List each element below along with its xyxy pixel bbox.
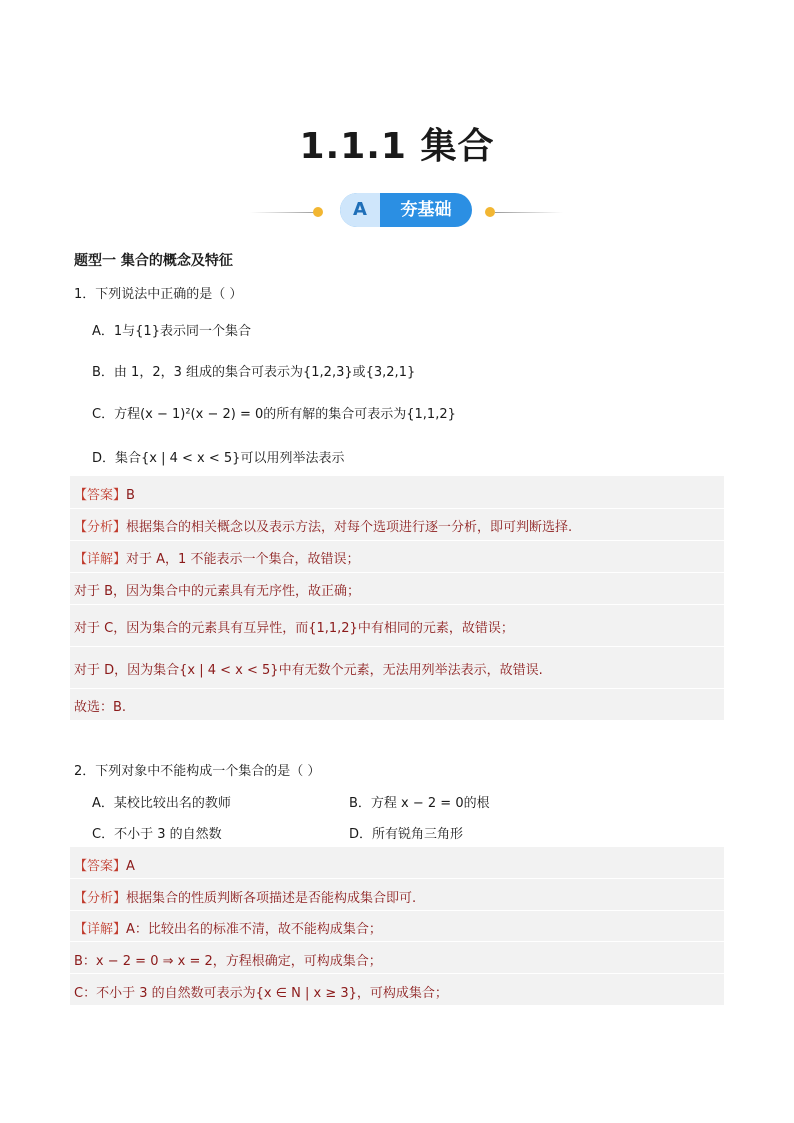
question-2-stem: 2．下列对象中不能构成一个集合的是（ ） [74,764,321,779]
question-1-analysis [74,516,572,535]
question-1-stem: 1．下列说法中正确的是（ ） [74,287,243,302]
detail-line: 对于 A，1 不能表示一个集合，故错误； [126,552,360,567]
divider [70,646,724,647]
detail-line: C：不小于 3 的自然数可表示为{x ∈ N | x ≥ 3}，可构成集合； [74,986,448,1001]
question-1-option-b: B．由 1，2，3 组成的集合可表示为{1,2,3}或{3,2,1} [92,365,416,380]
question-2-detail [74,918,382,937]
question-1-option-a: A．1与{1}表示同一个集合 [92,324,251,339]
question-2-analysis [74,887,416,906]
question-1-detail [74,548,359,567]
detail-line: 故选：B. [74,700,127,715]
question-2-option-c: C．不小于 3 的自然数 [92,827,222,842]
level-banner [340,193,472,227]
page-title: 1.1.1 集合 [299,126,495,167]
banner-left-dot [313,207,323,217]
detail-line: 对于 C，因为集合的元素具有互异性，而{1,1,2}中有相同的元素，故错误； [74,621,514,636]
divider [70,688,724,689]
detail-label: 【详解】 [74,552,127,567]
section-heading: 题型一 集合的概念及特征 [74,253,233,269]
answer-label: 【答案】 [74,488,127,503]
divider [70,878,724,879]
analysis-label: 【分析】 [74,520,127,535]
divider [70,941,724,942]
question-1-answer [74,484,135,503]
divider [70,973,724,974]
divider [70,572,724,573]
question-2-option-b: B．方程 x − 2 = 0的根 [349,796,490,811]
detail-line: 对于 D，因为集合{x | 4 < x < 5}中有无数个元素，无法用列举法表示，故错误. [74,663,543,678]
question-2-option-d: D．所有锐角三角形 [349,827,464,842]
question-1-option-d: D．集合{x | 4 < x < 5}可以用列举法表示 [92,451,345,466]
banner-right-dot [485,207,495,217]
divider [70,540,724,541]
analysis-label: 【分析】 [74,891,127,906]
divider [70,508,724,509]
answer-value: A [126,859,135,874]
divider [70,910,724,911]
banner-left-line [250,212,318,213]
answer-label: 【答案】 [74,859,127,874]
detail-line: A：比较出名的标准不清，故不能构成集合； [126,922,382,937]
detail-line: B：x − 2 = 0 ⇒ x = 2，方程根确定，可构成集合； [74,954,382,969]
analysis-text: 根据集合的性质判断各项描述是否能构成集合即可. [126,891,417,906]
banner-right-line [495,212,563,213]
detail-label: 【详解】 [74,922,127,937]
question-2-answer [74,855,135,874]
detail-line: 对于 B，因为集合中的元素具有无序性，故正确； [74,584,361,599]
banner-text: 夯基础 [400,200,452,220]
answer-value: B [126,488,135,503]
analysis-text: 根据集合的相关概念以及表示方法，对每个选项进行逐一分析，即可判断选择. [126,520,573,535]
question-1-option-c: C．方程(x − 1)²(x − 2) = 0的所有解的集合可表示为{1,1,2} [92,407,456,422]
question-2-option-a: A．某校比较出名的教师 [92,796,231,811]
banner-letter: A [340,193,380,227]
divider [70,604,724,605]
